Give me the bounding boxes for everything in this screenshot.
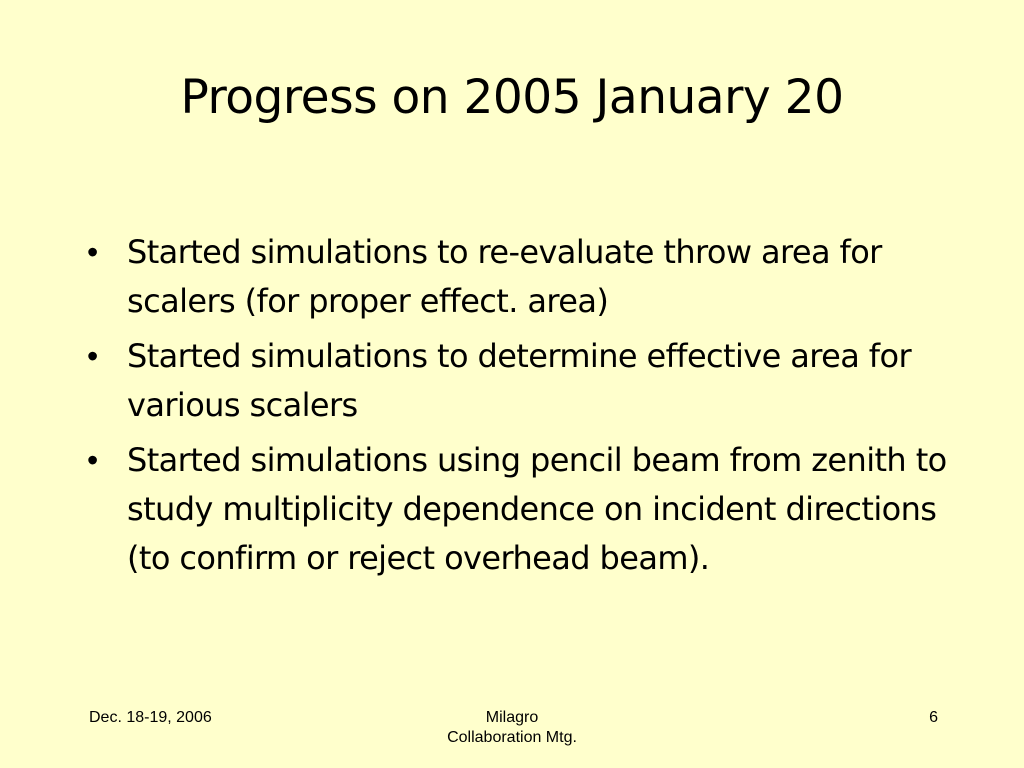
bullet-item xyxy=(84,436,954,583)
slide-title: Progress on 2005 January 20 xyxy=(180,70,844,125)
bullet-text: Started simulations to re-evaluate throw area for scalers (for proper effect. area) xyxy=(127,233,882,320)
bullet-text: Started simulations using pencil beam from zenith to study multiplicity dependence on incident directions (to confirm or reject overhead beam). xyxy=(127,441,947,577)
bullet-text: Started simulations to determine effective area for various scalers xyxy=(127,337,911,424)
footer-meeting-line2: Collaboration Mtg. xyxy=(447,729,577,746)
bullet-marker: • xyxy=(87,338,98,374)
bullet-item xyxy=(84,332,954,430)
bullet-marker: • xyxy=(87,442,98,478)
footer-meeting-name xyxy=(412,708,612,748)
footer-meeting-line1: Milagro xyxy=(485,709,539,726)
bullet-item xyxy=(84,228,954,326)
footer-date: Dec. 18-19, 2006 xyxy=(89,709,212,726)
bullet-marker: • xyxy=(87,234,98,270)
bullet-list xyxy=(84,228,954,589)
page-number: 6 xyxy=(929,709,938,726)
